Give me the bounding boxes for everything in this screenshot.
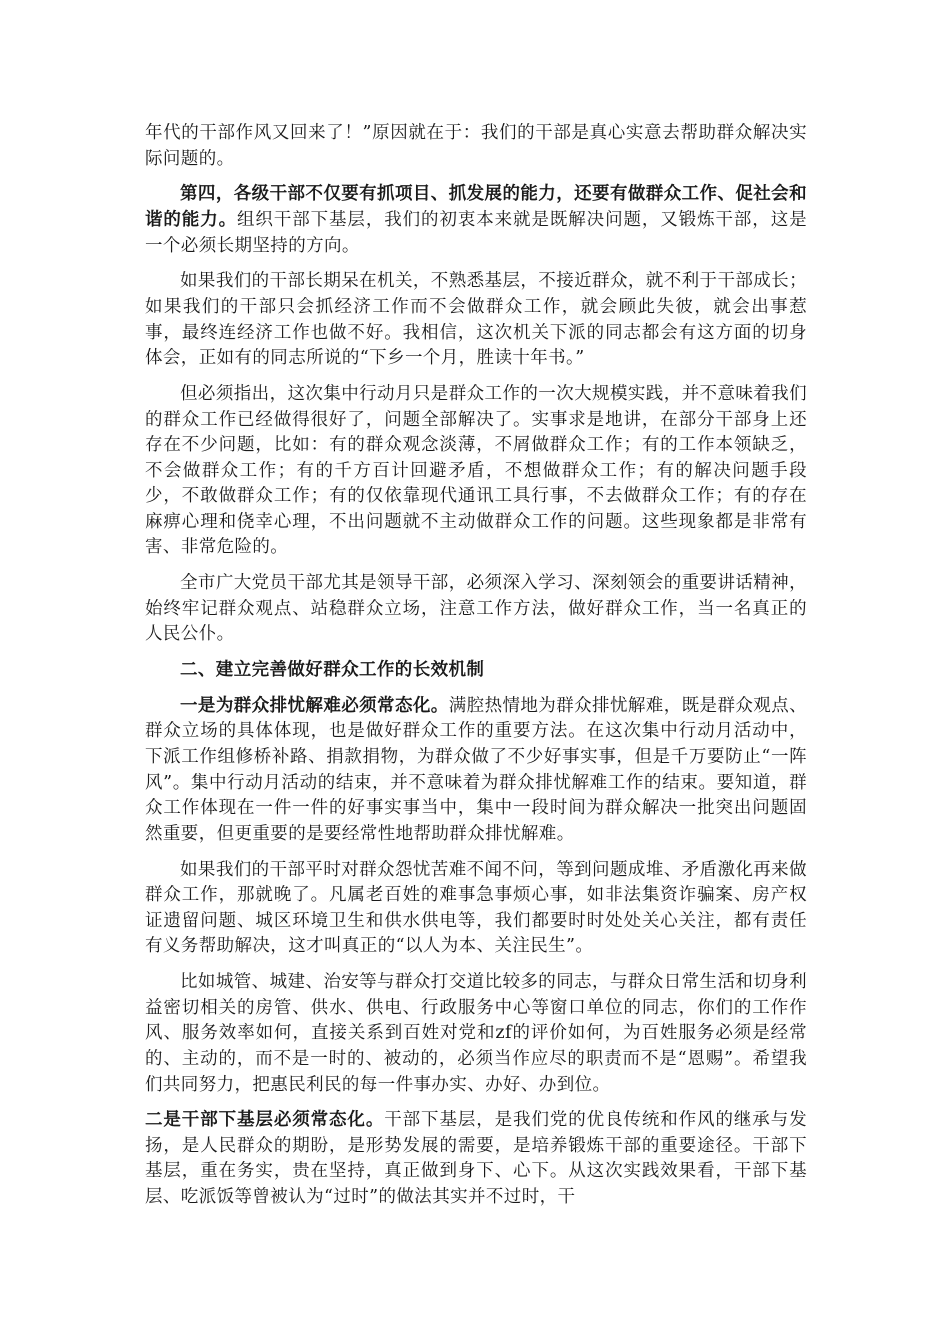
paragraph-9 (145, 1108, 807, 1210)
paragraph-3 (145, 269, 807, 371)
paragraph-7 (145, 858, 807, 960)
paragraph-text: 满腔热情地为群众排忧解难，既是群众观点、群众立场的具体体现，也是做好群众工作的重要方法。在这次集中行动月活动中，下派工作组修桥补路、捐款捐物，为群众做了不少好事实事，但是千万要防止“一阵风”。集中行动月活动的结束，并不意味着为群众排忧解难工作的结束。要知道，群众工作体现在一件一件的好事实事当中，集中一段时间为群众解决一批突出问题固然重要，但更重要的是要经常性地帮助群众排忧解难。 (145, 695, 808, 844)
paragraph-6 (145, 694, 807, 848)
paragraph-2 (145, 182, 807, 259)
paragraph-text: 组织干部下基层，我们的初衷本来就是既解决问题，又锻炼干部，这是一个必须长期坚持的方向。 (145, 209, 807, 256)
paragraph-text: 但必须指出，这次集中行动月只是群众工作的一次大规模实践，并不意味着我们的群众工作已经做得很好了，问题全部解决了。实事求是地讲，在部分干部身上还存在不少问题，比如：有的群众观念淡薄，不屑做群众工作；有的工作本领缺乏，不会做群众工作；有的千方百计回避矛盾，不想做群众工作；有的解决问题手段少，不敢做群众工作；有的仅依靠现代通讯工具行事，不去做群众工作；有的存在麻痹心理和侥幸心理，不出问题就不主动做群众工作的问题。这些现象都是非常有害、非常危险的。 (145, 383, 807, 558)
document-page (145, 121, 807, 1221)
paragraph-text: 如果我们的干部长期呆在机关，不熟悉基层，不接近群众，就不利于干部成长；如果我们的干部只会抓经济工作而不会做群众工作，就会顾此失彼，就会出事惹事，最终连经济工作也做不好。我相信，这次机关下派的同志都会有这方面的切身体会，正如有的同志所说的“下乡一个月，胜读十年书。” (145, 271, 807, 369)
paragraph-text: 干部下基层，是我们党的优良传统和作风的继承与发扬，是人民群众的期盼，是形势发展的需要，是培养锻炼干部的重要途径。干部下基层，重在务实，贵在坚持，真正做到身下、心下。从这次实践效果看，干部下基层、吃派饭等曾被认为“过时”的做法其实并不过时，干 (145, 1110, 807, 1208)
paragraph-text: 年代的干部作风又回来了！”原因就在于：我们的干部是真心实意去帮助群众解决实际问题的。 (145, 123, 807, 169)
paragraph-lead: 二是干部下基层必须常态化。 (145, 1110, 385, 1131)
paragraph-8 (145, 970, 807, 1098)
paragraph-5 (145, 571, 807, 648)
paragraph-lead: 第四，各级干部不仅要有抓项目、抓发展的能力，还要有做群众工作、促社会和谐的能力。 (145, 184, 807, 230)
paragraph-lead: 一是为群众排忧解难必须常态化。 (180, 695, 449, 716)
paragraph-1 (145, 121, 807, 172)
section-heading: 二、建立完善做好群众工作的长效机制 (180, 660, 485, 681)
paragraph-text: 如果我们的干部平时对群众怨忧苦难不闻不问，等到问题成堆、矛盾激化再来做群众工作，那就晚了。凡属老百姓的难事急事烦心事，如非法集资诈骗案、房产权证遗留问题、城区环境卫生和供水供电等，我们都要时时处处关心关注，都有责任有义务帮助解决，这才叫真正的“以人为本、关注民生”。 (145, 859, 807, 957)
paragraph-4 (145, 382, 807, 561)
paragraph-text: 全市广大党员干部尤其是领导干部，必须深入学习、深刻领会的重要讲话精神，始终牢记群众观点、站稳群众立场，注意工作方法，做好群众工作，当一名真正的人民公仆。 (145, 573, 807, 645)
paragraph-text: 比如城管、城建、治安等与群众打交道比较多的同志，与群众日常生活和切身利益密切相关的房管、供水、供电、行政服务中心等窗口单位的同志，你们的工作作风、服务效率如何，直接关系到百姓对党和zf的评价如何，为百姓服务必须是经常的、主动的，而不是一时的、被动的，必须当作应尽的职责而不是“恩赐”。希望我们共同努力，把惠民利民的每一件事办实、办好、办到位。 (145, 972, 807, 1095)
